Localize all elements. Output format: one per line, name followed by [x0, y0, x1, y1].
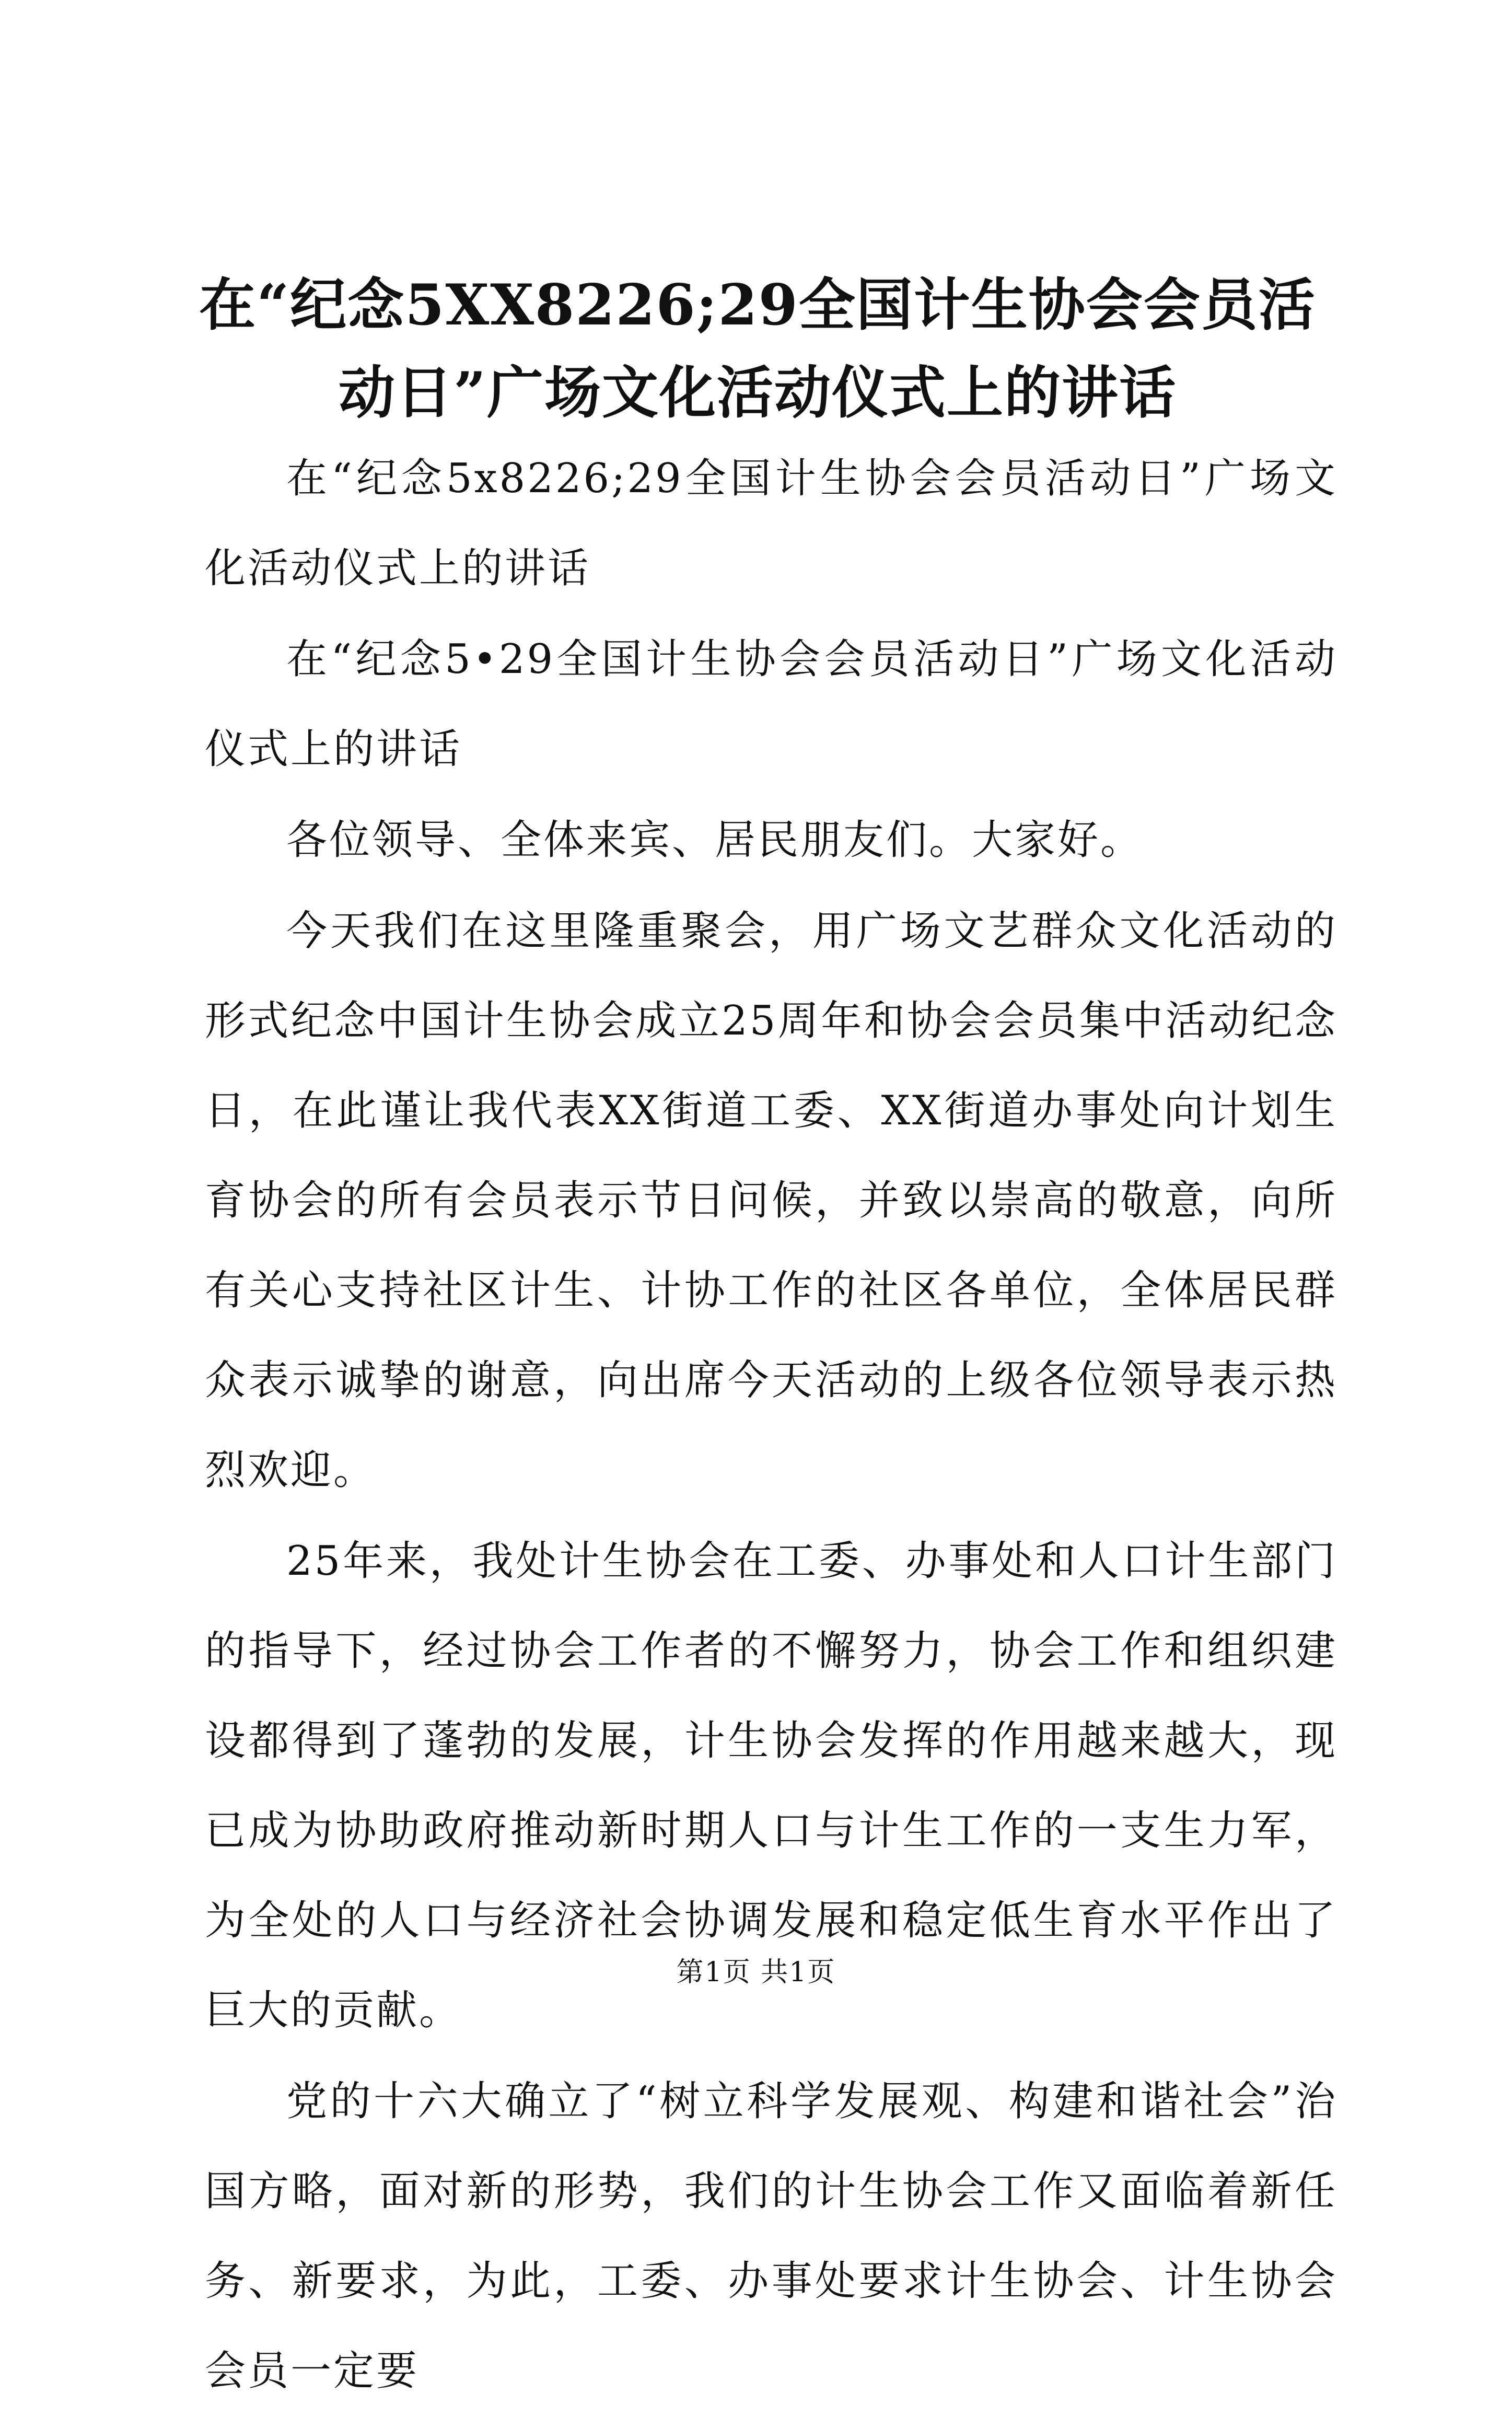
paragraph: 在“纪念5x8226;29全国计生协会会员活动日”广场文化活动仪式上的讲话	[205, 455, 1337, 592]
paragraph: 25年来，我处计生协会在工委、办事处和人口计生部门的指导下，经过协会工作者的不懈努力，协会工作和组织建设都得到了蓬勃的发展，计生协会发挥的作用越来越大，现已成为协助政府推动新时期人口与计生工作的一支生力军，为全处的人口与经济社会协调发展和稳定低生育水平作出了巨大的贡献。	[205, 1538, 1337, 2034]
page-footer: 第1页 共1页	[676, 1957, 836, 1988]
paragraph: 各位领导、全体来宾、居民朋友们。大家好。	[286, 817, 1144, 864]
paragraph: 党的十六大确立了“树立科学发展观、构建和谐社会”治国方略，面对新的形势，我们的计生协会工作又面临着新任务、新要求，为此，工委、办事处要求计生协会、计生协会会员一定要	[205, 2078, 1337, 2395]
document-title: 在“纪念5XX8226;29全国计生协会会员活动日”广场文化活动仪式上的讲话	[199, 272, 1316, 426]
document-body	[205, 434, 1337, 2417]
paragraph: 今天我们在这里隆重聚会，用广场文艺群众文化活动的形式纪念中国计生协会成立25周年和协会会员集中活动纪念日，在此谨让我代表XX街道工委、XX街道办事处向计划生育协会的所有会员表示节日问候，并致以崇高的敬意，向所有关心支持社区计生、计协工作的社区各单位，全体居民群众表示诚挚的谢意，向出席今天活动的上级各位领导表示热烈欢迎。	[205, 908, 1337, 1494]
paragraph: 在“纪念5•29全国计生协会会员活动日”广场文化活动仪式上的讲话	[205, 636, 1337, 773]
